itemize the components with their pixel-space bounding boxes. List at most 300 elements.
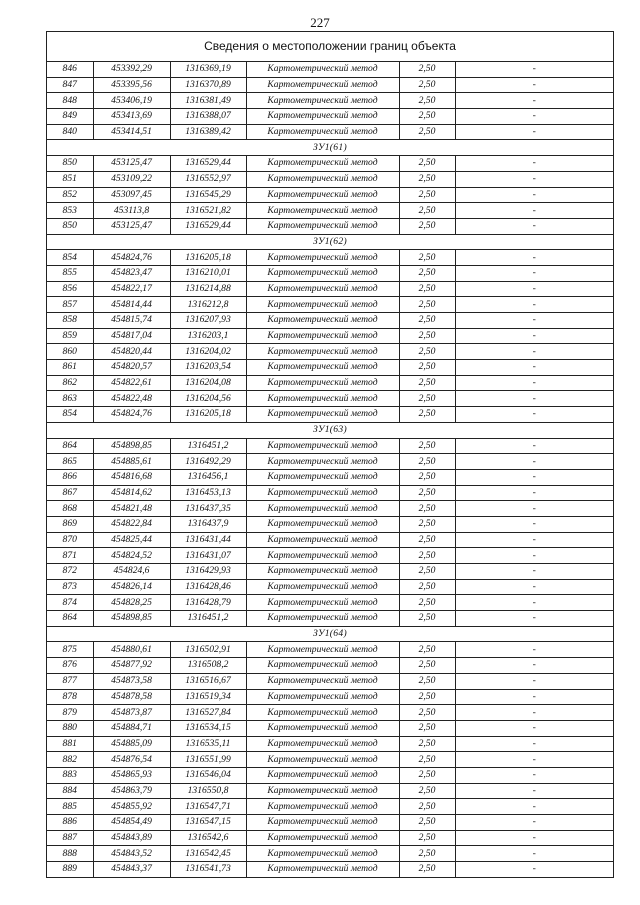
method-cell: Картометрический метод — [246, 124, 399, 140]
method-cell: Картометрический метод — [246, 454, 399, 470]
accuracy-cell: 2,50 — [399, 705, 455, 721]
point-number-cell: 883 — [47, 767, 93, 783]
accuracy-cell: 2,50 — [399, 485, 455, 501]
y-coordinate-cell: 1316508,2 — [170, 658, 246, 674]
method-cell: Картометрический метод — [246, 564, 399, 580]
section-header-row — [47, 140, 613, 156]
y-coordinate-cell: 1316502,91 — [170, 642, 246, 658]
method-cell: Картометрический метод — [246, 642, 399, 658]
y-coordinate-cell: 1316542,45 — [170, 846, 246, 862]
method-cell: Картометрический метод — [246, 265, 399, 281]
y-coordinate-cell: 1316369,19 — [170, 62, 246, 77]
table-row — [47, 611, 613, 627]
x-coordinate-cell: 454824,6 — [93, 564, 170, 580]
note-cell: - — [455, 548, 613, 564]
x-coordinate-cell: 454814,44 — [93, 297, 170, 313]
note-cell: - — [455, 171, 613, 187]
point-number-cell: 878 — [47, 689, 93, 705]
table-row — [47, 360, 613, 376]
point-number-cell: 861 — [47, 360, 93, 376]
note-cell: - — [455, 846, 613, 862]
x-coordinate-cell: 454821,48 — [93, 501, 170, 517]
x-coordinate-cell: 454878,58 — [93, 689, 170, 705]
section-label: ЗУ1(64) — [47, 626, 613, 642]
note-cell: - — [455, 454, 613, 470]
accuracy-cell: 2,50 — [399, 375, 455, 391]
x-coordinate-cell: 454843,37 — [93, 862, 170, 877]
note-cell: - — [455, 799, 613, 815]
note-cell: - — [455, 250, 613, 266]
x-coordinate-cell: 454885,61 — [93, 454, 170, 470]
note-cell: - — [455, 360, 613, 376]
method-cell: Картометрический метод — [246, 611, 399, 627]
y-coordinate-cell: 1316428,79 — [170, 595, 246, 611]
x-coordinate-cell: 454885,09 — [93, 736, 170, 752]
method-cell: Картометрический метод — [246, 736, 399, 752]
y-coordinate-cell: 1316534,15 — [170, 720, 246, 736]
point-number-cell: 860 — [47, 344, 93, 360]
method-cell: Картометрический метод — [246, 752, 399, 768]
page-number: 227 — [310, 15, 330, 30]
x-coordinate-cell: 453113,8 — [93, 203, 170, 219]
note-cell: - — [455, 344, 613, 360]
point-number-cell: 876 — [47, 658, 93, 674]
method-cell: Картометрический метод — [246, 313, 399, 329]
section-header-row — [47, 234, 613, 250]
note-cell: - — [455, 156, 613, 172]
accuracy-cell: 2,50 — [399, 281, 455, 297]
y-coordinate-cell: 1316546,04 — [170, 767, 246, 783]
method-cell: Картометрический метод — [246, 767, 399, 783]
note-cell: - — [455, 611, 613, 627]
note-cell: - — [455, 313, 613, 329]
accuracy-cell: 2,50 — [399, 265, 455, 281]
note-cell: - — [455, 77, 613, 93]
point-number-cell: 854 — [47, 250, 93, 266]
section-header-row — [47, 626, 613, 642]
note-cell: - — [455, 862, 613, 877]
x-coordinate-cell: 454898,85 — [93, 438, 170, 454]
accuracy-cell: 2,50 — [399, 783, 455, 799]
table-row — [47, 595, 613, 611]
x-coordinate-cell: 454863,79 — [93, 783, 170, 799]
accuracy-cell: 2,50 — [399, 815, 455, 831]
y-coordinate-cell: 1316551,99 — [170, 752, 246, 768]
note-cell: - — [455, 281, 613, 297]
y-coordinate-cell: 1316381,49 — [170, 93, 246, 109]
method-cell: Картометрический метод — [246, 532, 399, 548]
x-coordinate-cell: 454843,89 — [93, 830, 170, 846]
accuracy-cell: 2,50 — [399, 673, 455, 689]
table-row — [47, 281, 613, 297]
y-coordinate-cell: 1316389,42 — [170, 124, 246, 140]
table-row — [47, 736, 613, 752]
note-cell: - — [455, 673, 613, 689]
table-row — [47, 783, 613, 799]
point-number-cell: 881 — [47, 736, 93, 752]
point-number-cell: 868 — [47, 501, 93, 517]
x-coordinate-cell: 454826,14 — [93, 579, 170, 595]
point-number-cell: 871 — [47, 548, 93, 564]
coordinates-table-body — [47, 62, 613, 877]
y-coordinate-cell: 1316552,97 — [170, 171, 246, 187]
table-title: Сведения о местоположении границ объекта — [47, 32, 613, 62]
point-number-cell: 864 — [47, 611, 93, 627]
point-number-cell: 889 — [47, 862, 93, 877]
x-coordinate-cell: 454817,04 — [93, 328, 170, 344]
note-cell: - — [455, 124, 613, 140]
note-cell: - — [455, 109, 613, 125]
method-cell: Картометрический метод — [246, 328, 399, 344]
x-coordinate-cell: 453392,29 — [93, 62, 170, 77]
note-cell: - — [455, 767, 613, 783]
method-cell: Картометрический метод — [246, 815, 399, 831]
x-coordinate-cell: 453413,69 — [93, 109, 170, 125]
method-cell: Картометрический метод — [246, 218, 399, 234]
accuracy-cell: 2,50 — [399, 752, 455, 768]
accuracy-cell: 2,50 — [399, 77, 455, 93]
accuracy-cell: 2,50 — [399, 344, 455, 360]
x-coordinate-cell: 454824,52 — [93, 548, 170, 564]
point-number-cell: 855 — [47, 265, 93, 281]
y-coordinate-cell: 1316437,9 — [170, 516, 246, 532]
x-coordinate-cell: 454880,61 — [93, 642, 170, 658]
note-cell: - — [455, 564, 613, 580]
note-cell: - — [455, 469, 613, 485]
y-coordinate-cell: 1316212,8 — [170, 297, 246, 313]
x-coordinate-cell: 454822,61 — [93, 375, 170, 391]
method-cell: Картометрический метод — [246, 187, 399, 203]
accuracy-cell: 2,50 — [399, 736, 455, 752]
point-number-cell: 848 — [47, 93, 93, 109]
accuracy-cell: 2,50 — [399, 564, 455, 580]
x-coordinate-cell: 454825,44 — [93, 532, 170, 548]
point-number-cell: 856 — [47, 281, 93, 297]
y-coordinate-cell: 1316535,11 — [170, 736, 246, 752]
method-cell: Картометрический метод — [246, 579, 399, 595]
note-cell: - — [455, 203, 613, 219]
point-number-cell: 869 — [47, 516, 93, 532]
method-cell: Картометрический метод — [246, 281, 399, 297]
x-coordinate-cell: 454815,74 — [93, 313, 170, 329]
table-row — [47, 156, 613, 172]
accuracy-cell: 2,50 — [399, 187, 455, 203]
x-coordinate-cell: 453097,45 — [93, 187, 170, 203]
note-cell: - — [455, 815, 613, 831]
point-number-cell: 854 — [47, 407, 93, 423]
table-row — [47, 642, 613, 658]
y-coordinate-cell: 1316547,71 — [170, 799, 246, 815]
note-cell: - — [455, 187, 613, 203]
method-cell: Картометрический метод — [246, 673, 399, 689]
method-cell: Картометрический метод — [246, 156, 399, 172]
y-coordinate-cell: 1316542,6 — [170, 830, 246, 846]
table-row — [47, 862, 613, 877]
boundary-table-frame — [46, 31, 614, 878]
note-cell: - — [455, 485, 613, 501]
x-coordinate-cell: 454876,54 — [93, 752, 170, 768]
table-row — [47, 767, 613, 783]
point-number-cell: 882 — [47, 752, 93, 768]
x-coordinate-cell: 453125,47 — [93, 218, 170, 234]
table-row — [47, 846, 613, 862]
y-coordinate-cell: 1316529,44 — [170, 218, 246, 234]
method-cell: Картометрический метод — [246, 705, 399, 721]
y-coordinate-cell: 1316204,02 — [170, 344, 246, 360]
accuracy-cell: 2,50 — [399, 501, 455, 517]
method-cell: Картометрический метод — [246, 799, 399, 815]
x-coordinate-cell: 454814,62 — [93, 485, 170, 501]
x-coordinate-cell: 454822,84 — [93, 516, 170, 532]
x-coordinate-cell: 454884,71 — [93, 720, 170, 736]
accuracy-cell: 2,50 — [399, 203, 455, 219]
point-number-cell: 863 — [47, 391, 93, 407]
note-cell: - — [455, 62, 613, 77]
table-row — [47, 62, 613, 77]
table-row — [47, 720, 613, 736]
method-cell: Картометрический метод — [246, 203, 399, 219]
x-coordinate-cell: 454865,93 — [93, 767, 170, 783]
accuracy-cell: 2,50 — [399, 720, 455, 736]
method-cell: Картометрический метод — [246, 407, 399, 423]
method-cell: Картометрический метод — [246, 344, 399, 360]
point-number-cell: 840 — [47, 124, 93, 140]
note-cell: - — [455, 375, 613, 391]
accuracy-cell: 2,50 — [399, 156, 455, 172]
coordinates-table — [47, 62, 613, 877]
method-cell: Картометрический метод — [246, 595, 399, 611]
accuracy-cell: 2,50 — [399, 658, 455, 674]
x-coordinate-cell: 454873,87 — [93, 705, 170, 721]
table-row — [47, 548, 613, 564]
x-coordinate-cell: 454873,58 — [93, 673, 170, 689]
point-number-cell: 873 — [47, 579, 93, 595]
table-row — [47, 77, 613, 93]
accuracy-cell: 2,50 — [399, 799, 455, 815]
note-cell: - — [455, 93, 613, 109]
point-number-cell: 853 — [47, 203, 93, 219]
note-cell: - — [455, 218, 613, 234]
note-cell: - — [455, 407, 613, 423]
y-coordinate-cell: 1316550,8 — [170, 783, 246, 799]
table-row — [47, 501, 613, 517]
table-row — [47, 815, 613, 831]
point-number-cell: 846 — [47, 62, 93, 77]
x-coordinate-cell: 453109,22 — [93, 171, 170, 187]
method-cell: Картометрический метод — [246, 485, 399, 501]
x-coordinate-cell: 454820,57 — [93, 360, 170, 376]
accuracy-cell: 2,50 — [399, 391, 455, 407]
table-row — [47, 689, 613, 705]
point-number-cell: 887 — [47, 830, 93, 846]
x-coordinate-cell: 453414,51 — [93, 124, 170, 140]
table-row — [47, 375, 613, 391]
accuracy-cell: 2,50 — [399, 171, 455, 187]
note-cell: - — [455, 595, 613, 611]
accuracy-cell: 2,50 — [399, 611, 455, 627]
table-row — [47, 328, 613, 344]
y-coordinate-cell: 1316492,29 — [170, 454, 246, 470]
y-coordinate-cell: 1316451,2 — [170, 438, 246, 454]
accuracy-cell: 2,50 — [399, 407, 455, 423]
method-cell: Картометрический метод — [246, 501, 399, 517]
x-coordinate-cell: 454823,47 — [93, 265, 170, 281]
table-row — [47, 485, 613, 501]
accuracy-cell: 2,50 — [399, 579, 455, 595]
note-cell: - — [455, 830, 613, 846]
point-number-cell: 866 — [47, 469, 93, 485]
table-row — [47, 250, 613, 266]
point-number-cell: 880 — [47, 720, 93, 736]
section-label: ЗУ1(61) — [47, 140, 613, 156]
x-coordinate-cell: 454820,44 — [93, 344, 170, 360]
accuracy-cell: 2,50 — [399, 297, 455, 313]
method-cell: Картометрический метод — [246, 783, 399, 799]
x-coordinate-cell: 454822,17 — [93, 281, 170, 297]
x-coordinate-cell: 454822,48 — [93, 391, 170, 407]
note-cell: - — [455, 736, 613, 752]
table-row — [47, 673, 613, 689]
table-row — [47, 564, 613, 580]
point-number-cell: 867 — [47, 485, 93, 501]
accuracy-cell: 2,50 — [399, 516, 455, 532]
method-cell: Картометрический метод — [246, 516, 399, 532]
note-cell: - — [455, 532, 613, 548]
y-coordinate-cell: 1316521,82 — [170, 203, 246, 219]
y-coordinate-cell: 1316431,07 — [170, 548, 246, 564]
x-coordinate-cell: 454828,25 — [93, 595, 170, 611]
method-cell: Картометрический метод — [246, 658, 399, 674]
y-coordinate-cell: 1316437,35 — [170, 501, 246, 517]
method-cell: Картометрический метод — [246, 391, 399, 407]
table-row — [47, 516, 613, 532]
method-cell: Картометрический метод — [246, 360, 399, 376]
table-row — [47, 579, 613, 595]
method-cell: Картометрический метод — [246, 171, 399, 187]
table-row — [47, 391, 613, 407]
x-coordinate-cell: 454824,76 — [93, 250, 170, 266]
note-cell: - — [455, 297, 613, 313]
accuracy-cell: 2,50 — [399, 360, 455, 376]
note-cell: - — [455, 391, 613, 407]
point-number-cell: 885 — [47, 799, 93, 815]
table-row — [47, 705, 613, 721]
y-coordinate-cell: 1316545,29 — [170, 187, 246, 203]
point-number-cell: 850 — [47, 156, 93, 172]
accuracy-cell: 2,50 — [399, 767, 455, 783]
point-number-cell: 874 — [47, 595, 93, 611]
table-row — [47, 218, 613, 234]
y-coordinate-cell: 1316203,54 — [170, 360, 246, 376]
method-cell: Картометрический метод — [246, 469, 399, 485]
note-cell: - — [455, 689, 613, 705]
accuracy-cell: 2,50 — [399, 109, 455, 125]
x-coordinate-cell: 453395,56 — [93, 77, 170, 93]
x-coordinate-cell: 454898,85 — [93, 611, 170, 627]
point-number-cell: 847 — [47, 77, 93, 93]
table-row — [47, 830, 613, 846]
table-row — [47, 297, 613, 313]
y-coordinate-cell: 1316516,67 — [170, 673, 246, 689]
point-number-cell: 872 — [47, 564, 93, 580]
table-row — [47, 532, 613, 548]
x-coordinate-cell: 454855,92 — [93, 799, 170, 815]
point-number-cell: 857 — [47, 297, 93, 313]
note-cell: - — [455, 438, 613, 454]
note-cell: - — [455, 705, 613, 721]
note-cell: - — [455, 752, 613, 768]
point-number-cell: 859 — [47, 328, 93, 344]
accuracy-cell: 2,50 — [399, 469, 455, 485]
y-coordinate-cell: 1316547,15 — [170, 815, 246, 831]
table-row — [47, 93, 613, 109]
x-coordinate-cell: 454824,76 — [93, 407, 170, 423]
table-row — [47, 752, 613, 768]
note-cell: - — [455, 501, 613, 517]
section-header-row — [47, 422, 613, 438]
y-coordinate-cell: 1316204,56 — [170, 391, 246, 407]
table-row — [47, 109, 613, 125]
y-coordinate-cell: 1316210,01 — [170, 265, 246, 281]
y-coordinate-cell: 1316207,93 — [170, 313, 246, 329]
method-cell: Картометрический метод — [246, 297, 399, 313]
point-number-cell: 870 — [47, 532, 93, 548]
y-coordinate-cell: 1316431,44 — [170, 532, 246, 548]
x-coordinate-cell: 453406,19 — [93, 93, 170, 109]
accuracy-cell: 2,50 — [399, 93, 455, 109]
accuracy-cell: 2,50 — [399, 124, 455, 140]
point-number-cell: 877 — [47, 673, 93, 689]
point-number-cell: 888 — [47, 846, 93, 862]
accuracy-cell: 2,50 — [399, 250, 455, 266]
note-cell: - — [455, 783, 613, 799]
note-cell: - — [455, 579, 613, 595]
point-number-cell: 850 — [47, 218, 93, 234]
y-coordinate-cell: 1316529,44 — [170, 156, 246, 172]
table-row — [47, 187, 613, 203]
y-coordinate-cell: 1316204,08 — [170, 375, 246, 391]
note-cell: - — [455, 265, 613, 281]
accuracy-cell: 2,50 — [399, 862, 455, 877]
table-row — [47, 658, 613, 674]
y-coordinate-cell: 1316428,46 — [170, 579, 246, 595]
y-coordinate-cell: 1316205,18 — [170, 407, 246, 423]
accuracy-cell: 2,50 — [399, 62, 455, 77]
y-coordinate-cell: 1316429,93 — [170, 564, 246, 580]
method-cell: Картометрический метод — [246, 109, 399, 125]
method-cell: Картометрический метод — [246, 689, 399, 705]
point-number-cell: 886 — [47, 815, 93, 831]
y-coordinate-cell: 1316541,73 — [170, 862, 246, 877]
accuracy-cell: 2,50 — [399, 218, 455, 234]
y-coordinate-cell: 1316203,1 — [170, 328, 246, 344]
x-coordinate-cell: 454843,52 — [93, 846, 170, 862]
table-row — [47, 438, 613, 454]
point-number-cell: 858 — [47, 313, 93, 329]
y-coordinate-cell: 1316451,2 — [170, 611, 246, 627]
point-number-cell: 849 — [47, 109, 93, 125]
point-number-cell: 852 — [47, 187, 93, 203]
accuracy-cell: 2,50 — [399, 548, 455, 564]
table-row — [47, 203, 613, 219]
x-coordinate-cell: 454877,92 — [93, 658, 170, 674]
y-coordinate-cell: 1316456,1 — [170, 469, 246, 485]
note-cell: - — [455, 658, 613, 674]
method-cell: Картометрический метод — [246, 93, 399, 109]
section-label: ЗУ1(62) — [47, 234, 613, 250]
point-number-cell: 865 — [47, 454, 93, 470]
table-row — [47, 469, 613, 485]
